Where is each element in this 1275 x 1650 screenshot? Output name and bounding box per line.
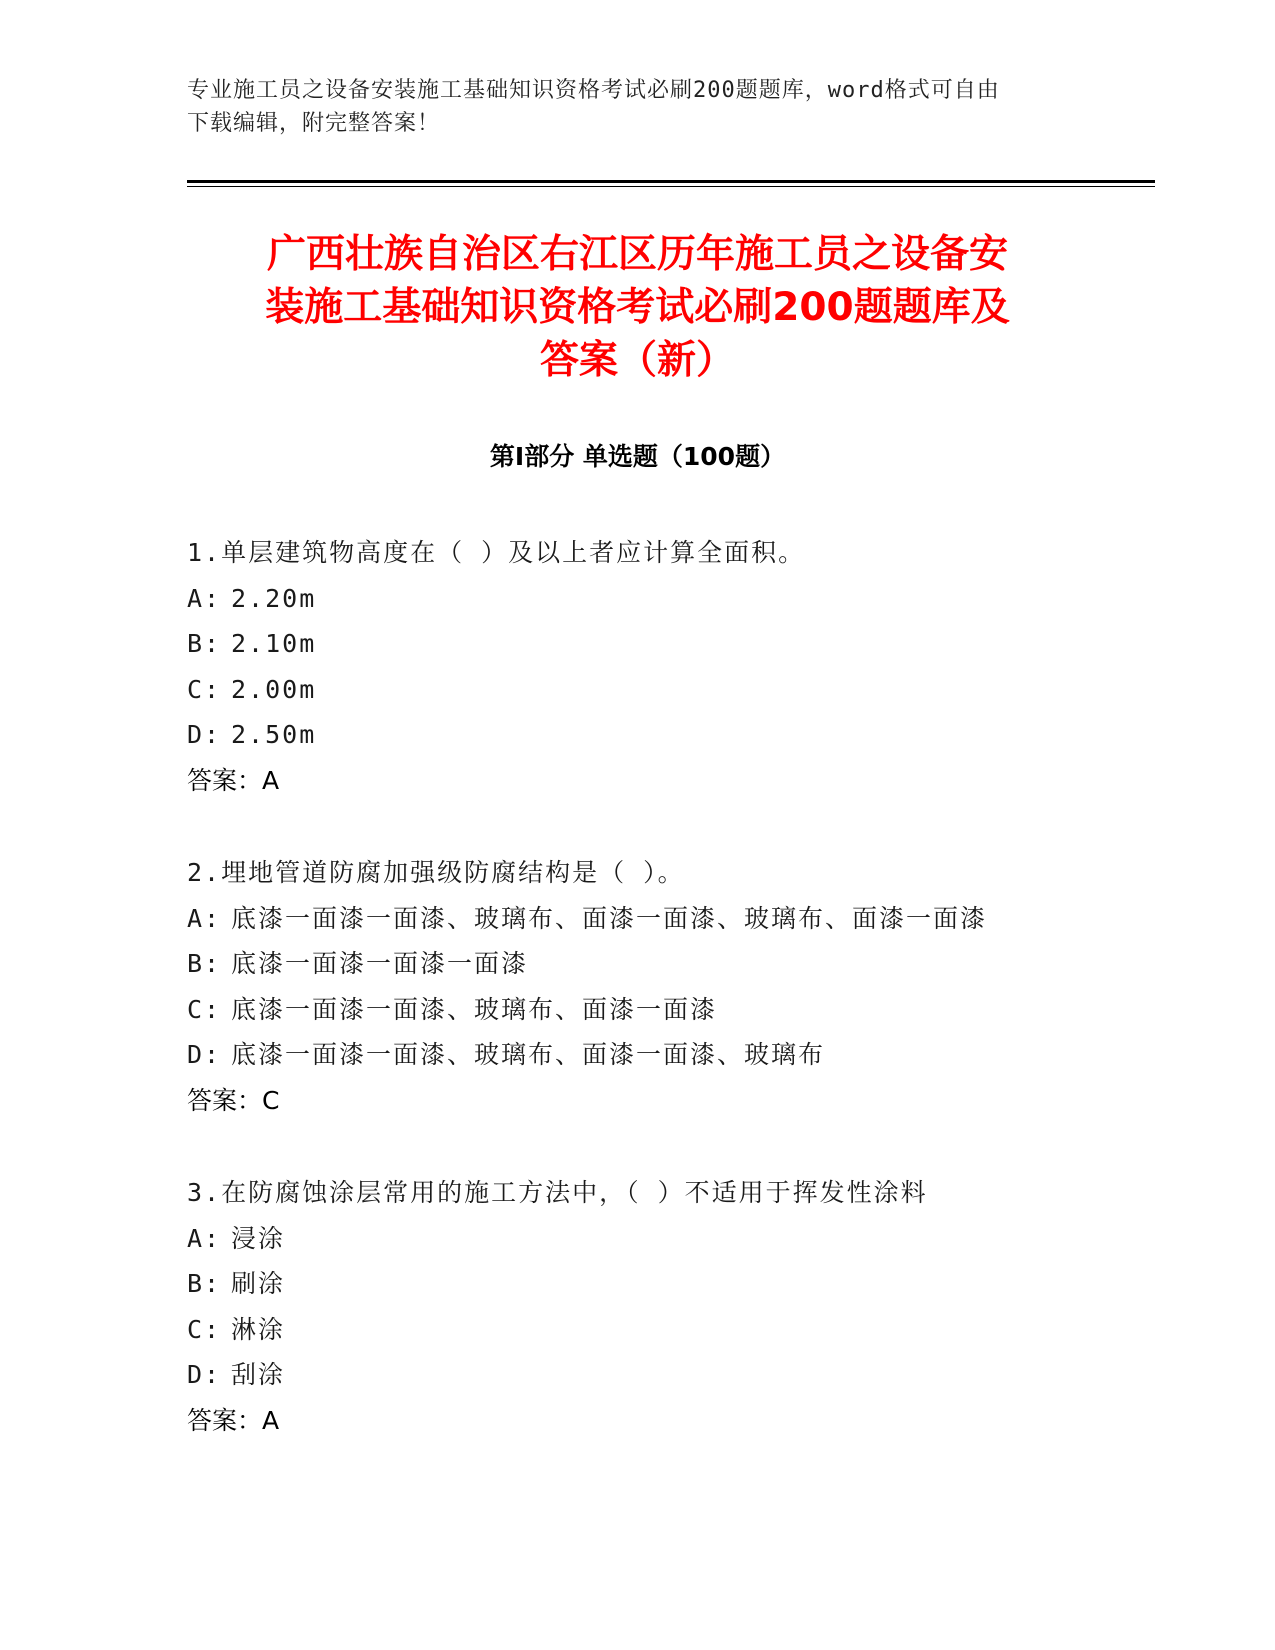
option-a <box>187 896 1147 942</box>
question-3 <box>187 1170 1147 1443</box>
option-text: 2.20m <box>231 583 317 613</box>
header-note-line-1: 专业施工员之设备安装施工基础知识资格考试必刷200题题库，word格式可自由 <box>187 78 1000 103</box>
option-letter: C: <box>187 1314 222 1344</box>
header-note <box>187 74 1067 140</box>
option-letter: B: <box>187 1269 222 1298</box>
option-text: 2.00m <box>231 674 317 704</box>
option-d <box>187 1032 1147 1078</box>
option-letter: C: <box>187 674 222 704</box>
option-text: 底漆一面漆一面漆、玻璃布、面漆一面漆、玻璃布 <box>231 1040 826 1069</box>
option-c <box>187 1307 1147 1353</box>
option-text: 淋涂 <box>231 1314 286 1344</box>
option-b <box>187 1261 1147 1307</box>
section-heading: 第Ⅰ部分 单选题（100题） <box>489 442 786 471</box>
option-text: 2.10m <box>231 629 317 658</box>
option-d <box>187 1352 1147 1398</box>
header-divider-thick <box>187 180 1155 183</box>
option-text: 底漆一面漆一面漆、玻璃布、面漆一面漆 <box>231 994 718 1024</box>
option-a <box>187 576 1147 622</box>
option-text: 浸涂 <box>231 1223 286 1253</box>
option-b <box>187 941 1147 987</box>
option-b <box>187 621 1147 667</box>
option-letter: D: <box>187 1040 222 1069</box>
document-title-line-2: 装施工基础知识资格考试必刷200题题库及 <box>265 285 1010 330</box>
answer-text: 答案：C <box>187 1085 280 1115</box>
option-text: 刮涂 <box>231 1360 286 1389</box>
header-divider-thin <box>187 186 1155 187</box>
option-text: 底漆一面漆一面漆、玻璃布、面漆一面漆、玻璃布、面漆一面漆 <box>231 903 988 933</box>
option-letter: C: <box>187 994 222 1024</box>
option-letter: B: <box>187 949 222 978</box>
option-letter: A: <box>187 1223 222 1253</box>
question-1 <box>187 530 1147 803</box>
question-text: 2.埋地管道防腐加强级防腐结构是（ ）。 <box>187 858 685 887</box>
header-note-line-2: 下载编辑，附完整答案！ <box>187 111 441 136</box>
option-letter: A: <box>187 583 222 613</box>
option-text: 底漆一面漆一面漆一面漆 <box>231 949 529 978</box>
option-a <box>187 1216 1147 1262</box>
option-letter: B: <box>187 629 222 658</box>
document-title-line-3: 答案（新） <box>539 338 735 383</box>
option-text: 刷涂 <box>231 1269 286 1298</box>
option-c <box>187 987 1147 1033</box>
document-title <box>150 228 1125 387</box>
answer-text: 答案：A <box>187 765 280 795</box>
question-text: 3.在防腐蚀涂层常用的施工方法中，（ ）不适用于挥发性涂料 <box>187 1178 928 1207</box>
option-letter: A: <box>187 903 222 933</box>
question-text: 1.单层建筑物高度在（ ）及以上者应计算全面积。 <box>187 538 806 567</box>
document-title-line-1: 广西壮族自治区右江区历年施工员之设备安 <box>266 232 1008 277</box>
option-letter: D: <box>187 1360 222 1389</box>
option-letter: D: <box>187 720 222 749</box>
option-text: 2.50m <box>231 720 317 749</box>
option-d <box>187 712 1147 758</box>
answer-text: 答案：A <box>187 1405 280 1435</box>
question-2 <box>187 850 1147 1123</box>
option-c <box>187 667 1147 713</box>
